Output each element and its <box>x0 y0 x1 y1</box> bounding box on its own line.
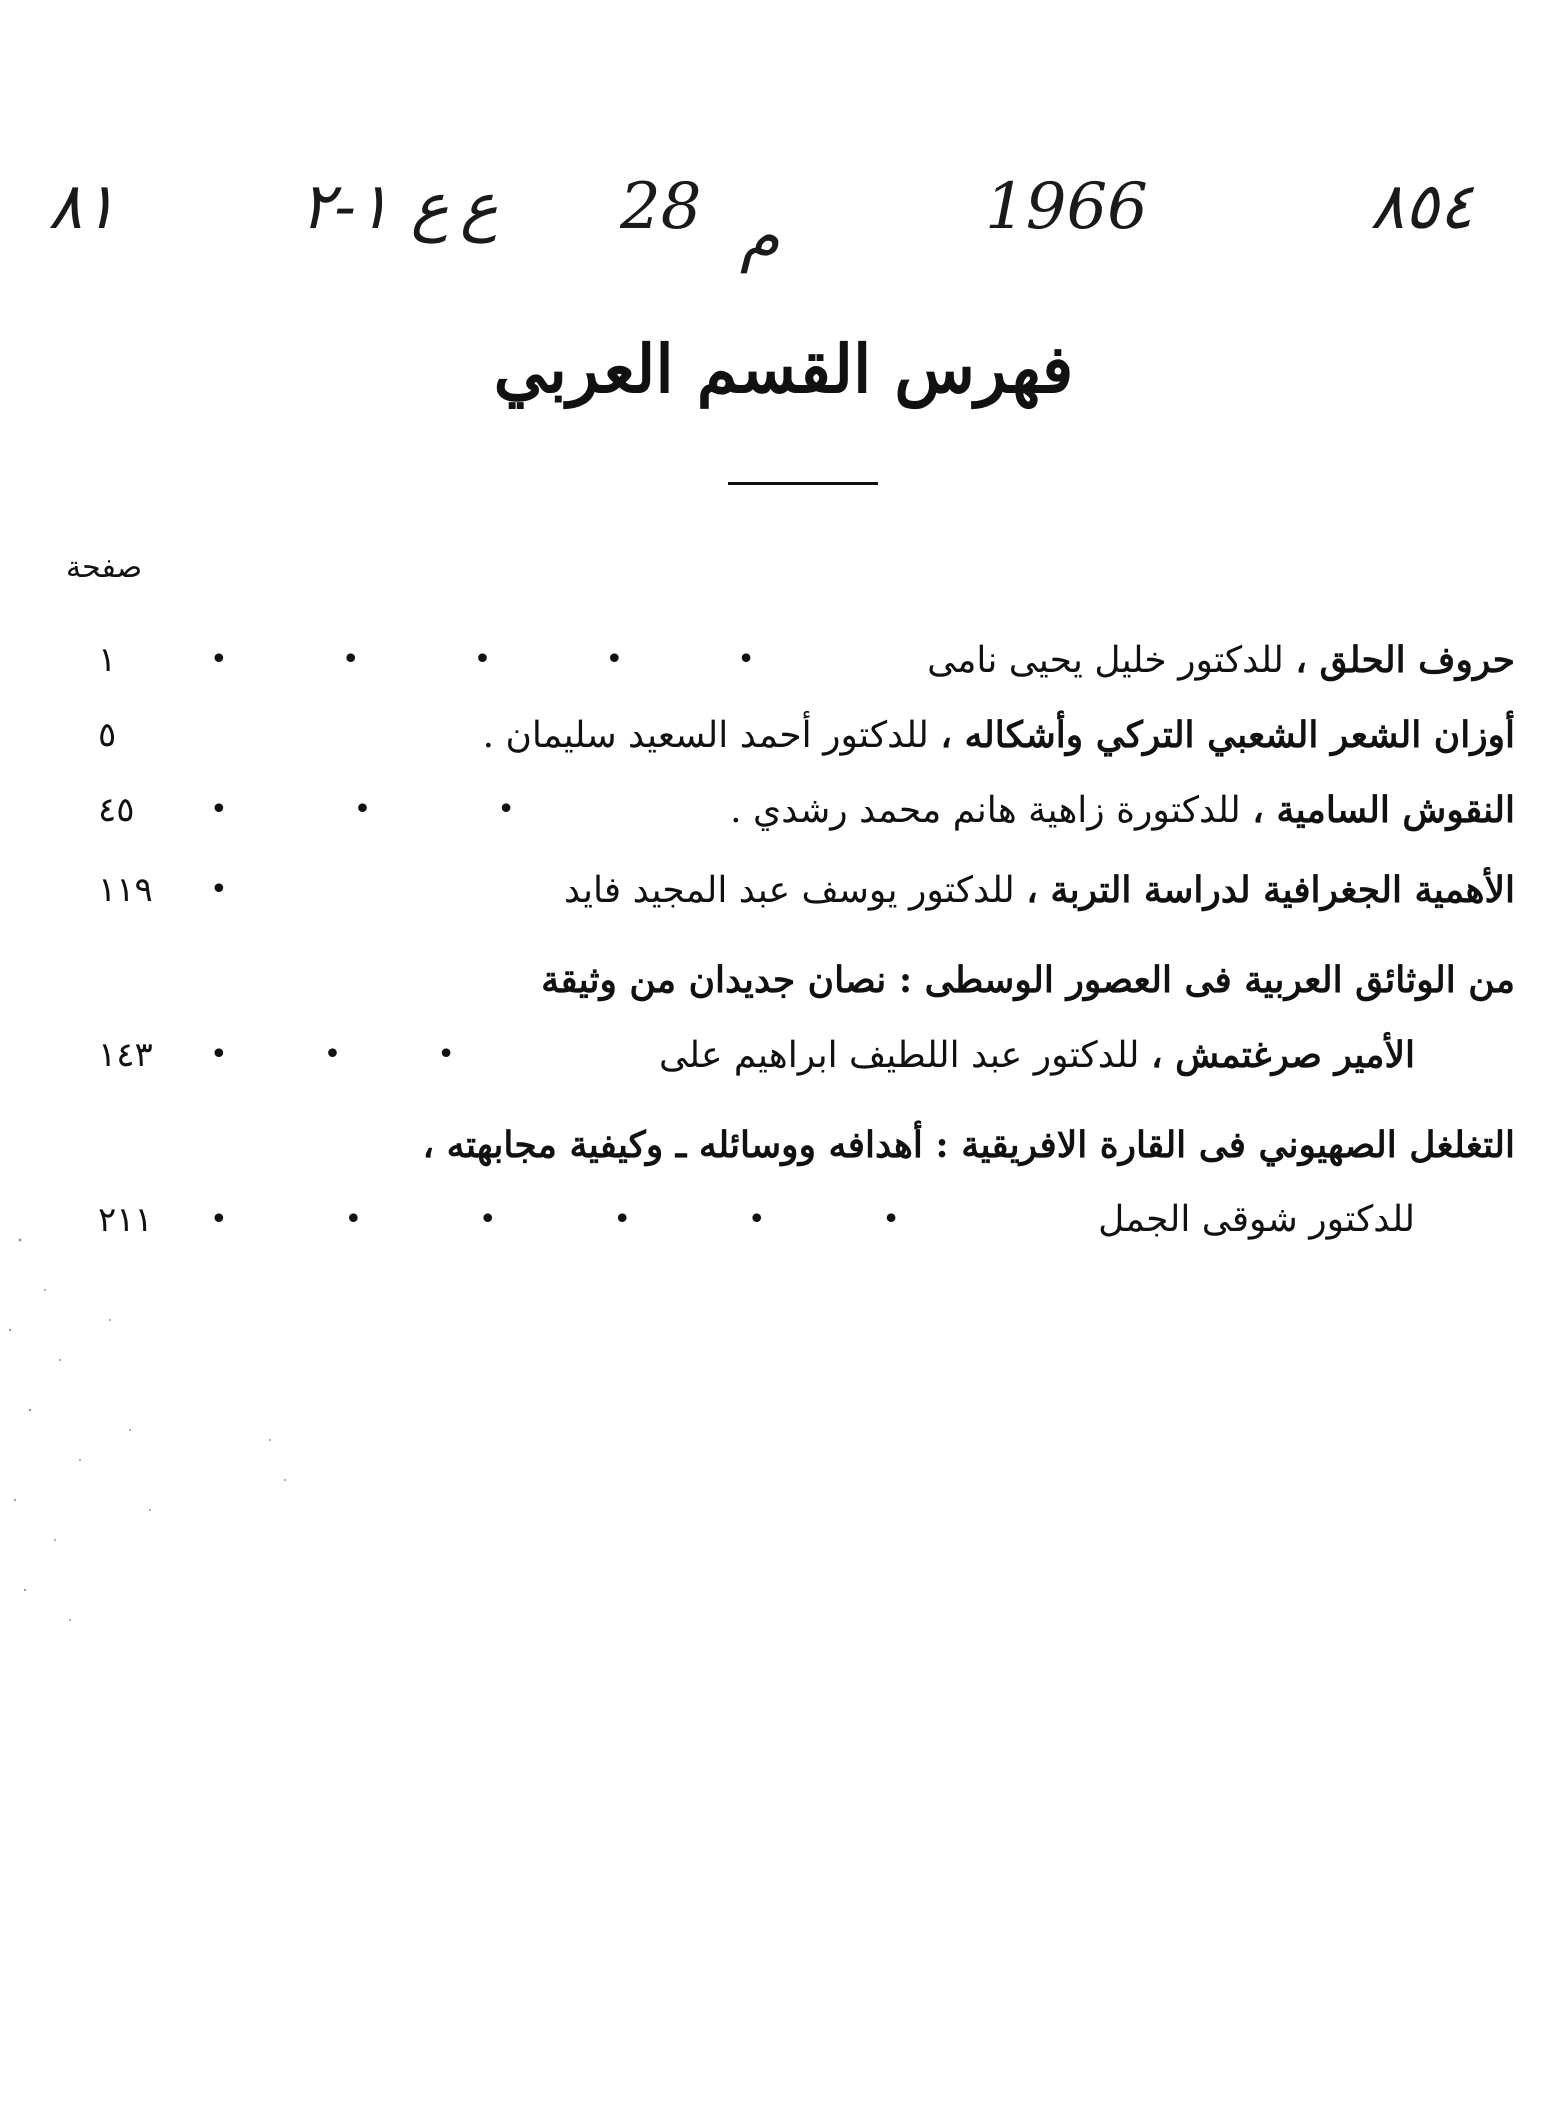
entry-author: للدكتور عبد اللطيف ابراهيم على <box>659 1035 1140 1076</box>
toc-entry <box>40 625 1515 695</box>
entry-author: للدكتور شوقى الجمل <box>1098 1199 1415 1240</box>
page-title: فهرس القسم العربي <box>493 330 1074 408</box>
entry-page-number: ١٤٣ <box>98 1035 153 1075</box>
entry-text <box>564 855 1515 926</box>
entry-author: للدكتورة زاهية هانم محمد رشدي . <box>730 790 1241 831</box>
entry-page-number: ٢١١ <box>98 1200 153 1240</box>
leader-dots: • <box>210 872 228 907</box>
handwritten-left-code: ع ١-٢ <box>300 170 449 244</box>
leader-dots: • • • • • <box>210 642 755 677</box>
handwritten-mark: م <box>740 200 780 274</box>
leader-dots: • • • <box>210 1037 455 1072</box>
entry-page-number: ١١٩ <box>98 870 153 910</box>
scan-specks <box>0 1200 300 1700</box>
entry-title: من الوثائق العربية فى العصور الوسطى : نصان جديدان من وثيقة <box>541 959 1515 1001</box>
toc-entry <box>40 700 1515 770</box>
entry-title: حروف الحلق ، <box>1295 639 1515 681</box>
entry-text <box>730 775 1515 846</box>
page-column-label: صفحة <box>66 550 143 585</box>
entry-text <box>1098 1185 1415 1255</box>
entry-text <box>541 945 1515 1016</box>
toc-entry <box>40 855 1515 925</box>
entry-page-number: ٤٥ <box>98 790 135 830</box>
entry-title: أوزان الشعر الشعبي التركي وأشكاله ، <box>940 714 1515 756</box>
entry-title: التغلغل الصهيوني فى القارة الافريقية : أهدافه ووسائله ـ وكيفية مجابهته ، <box>422 1124 1515 1166</box>
entry-author: للدكتور أحمد السعيد سليمان . <box>482 715 929 756</box>
handwritten-annotations <box>0 150 1567 274</box>
toc-entry <box>40 945 1515 1015</box>
entry-author: للدكتور يوسف عبد المجيد فايد <box>564 870 1015 911</box>
leader-dots: • • • <box>210 792 515 827</box>
toc-entry <box>40 775 1515 845</box>
handwritten-letter: ع <box>460 170 499 244</box>
entry-text <box>659 1020 1415 1091</box>
leader-dots: • • • • • • <box>210 1202 900 1237</box>
toc-entry <box>40 1110 1515 1180</box>
entry-text <box>927 625 1515 696</box>
handwritten-year: 1966 <box>985 170 1148 244</box>
entry-page-number: ١ <box>98 640 117 680</box>
entry-text <box>422 1110 1515 1181</box>
handwritten-far-left: ٨١ <box>48 170 117 244</box>
entry-title: الأمير صرغتمش ، <box>1150 1034 1415 1076</box>
entry-author: للدكتور خليل يحيى نامى <box>927 640 1284 681</box>
entry-page-number: ٥ <box>98 715 117 755</box>
toc-entry <box>40 1185 1515 1255</box>
toc-entry <box>40 1020 1515 1090</box>
handwritten-right-code: ٨٥٤ <box>1370 170 1474 244</box>
handwritten-number: 28 <box>620 170 702 244</box>
entry-title: النقوش السامية ، <box>1252 789 1515 831</box>
title-underline <box>728 482 878 485</box>
entry-title: الأهمية الجغرافية لدراسة التربة ، <box>1026 869 1515 911</box>
entry-text <box>483 700 1515 771</box>
